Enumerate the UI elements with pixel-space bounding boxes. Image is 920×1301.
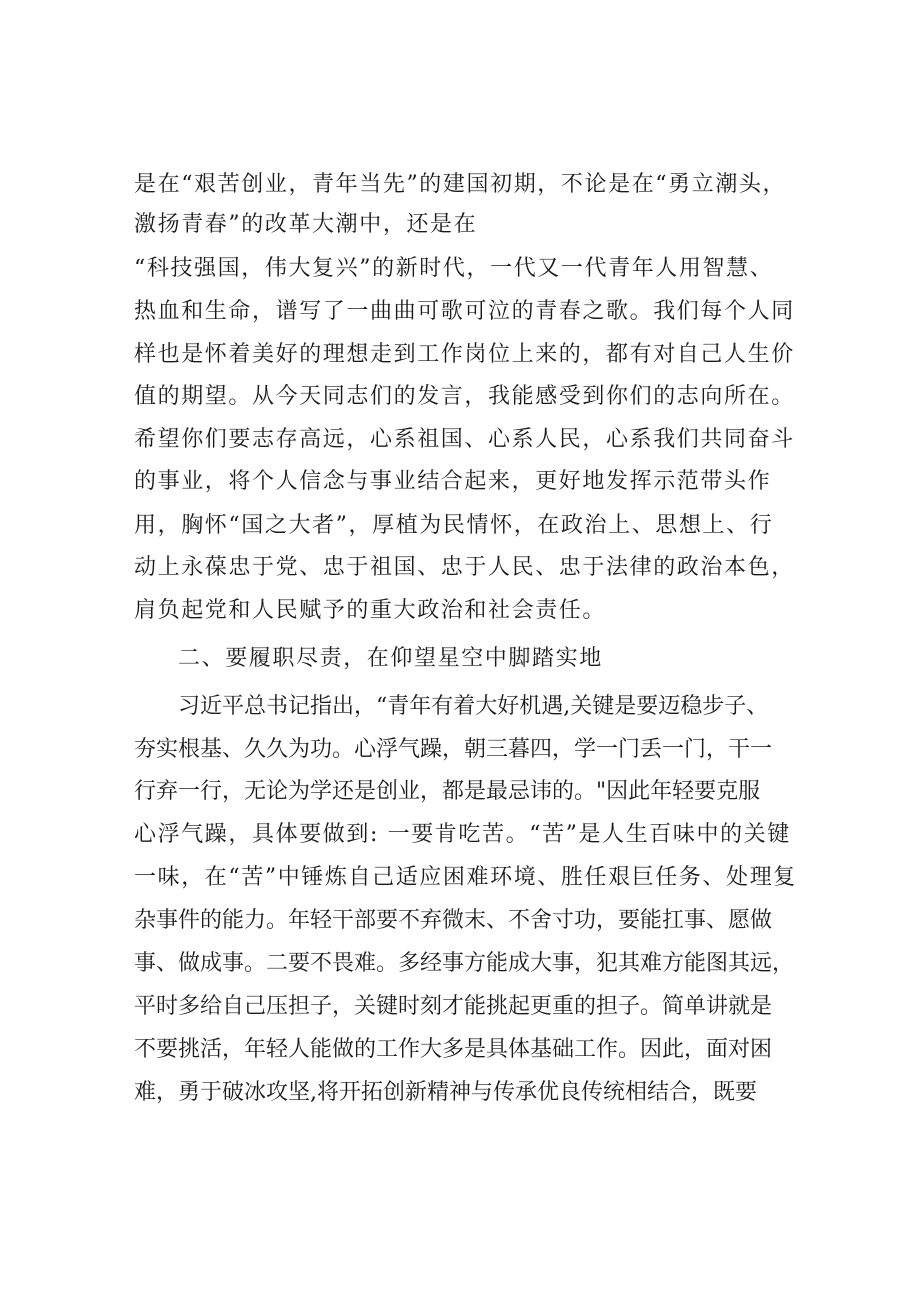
text-line: 杂事件的能力。年轻干部要不弃微末、不舍寸功，要能扛事、愿做 — [134, 908, 773, 933]
text-line: 热血和生命，谱写了一曲曲可歌可泣的青春之歌。我们每个人同 — [134, 299, 795, 324]
text-line: 样也是怀着美好的理想走到工作岗位上来的，都有对自己人生价 — [134, 342, 795, 367]
text-line: 难，勇于破冰攻坚,将开拓创新精神与传承优良传统相结合，既要 — [134, 1080, 757, 1105]
text-line: 的事业，将个人信念与事业结合起来，更好地发挥示范带头作 — [134, 469, 772, 494]
text-line: 事、做成事。二要不畏难。多经事方能成大事，犯其难方能图其远， — [134, 951, 795, 976]
text-line: 激扬青春”的改革大潮中，还是在 — [134, 212, 478, 237]
text-line: 用，胸怀“国之大者”，厚植为民情怀，在政治上、思想上、行 — [134, 513, 774, 538]
text-line: “科技强国，伟大复兴”的新时代，一代又一代青年人用智慧、 — [134, 256, 774, 281]
section-heading: 二、要履职尽责，在仰望星空中脚踏实地 — [178, 646, 603, 671]
text-line: 不要挑活，年轻人能做的工作大多是具体基础工作。因此，面对困 — [134, 1037, 773, 1062]
text-line: 行弃一行，无论为学还是创业，都是最忌讳的。"因此年轻要克服 — [134, 779, 761, 804]
text-line: 是在“艰苦创业，青年当先”的建国初期，不论是在“勇立潮头， — [134, 172, 787, 197]
text-line: 值的期望。从今天同志们的发言，我能感受到你们的志向所在。 — [134, 384, 795, 409]
text-line: 一味，在“苦”中锤炼自己适应困难环境、胜任艰巨任务、处理复 — [134, 865, 797, 890]
text-line: 夯实根基、久久为功。心浮气躁，朝三暮四，学一门丢一门，干一 — [134, 737, 773, 762]
paragraph-first-line: 习近平总书记指出，“青年有着大好机遇,关键是要迈稳步子、 — [178, 694, 769, 719]
text-line: 希望你们要志存高远，心系祖国、心系人民，心系我们共同奋斗 — [134, 427, 795, 452]
text-line: 心浮气躁，具体要做到: 一要肯吃苦。“苦”是人生百味中的关键 — [134, 822, 791, 847]
text-line: 肩负起党和人民赋予的重大政治和社会责任。 — [134, 598, 607, 623]
text-line: 平时多给自己压担子，关键时刻才能挑起更重的担子。简单讲就是 — [134, 994, 773, 1019]
text-line: 动上永葆忠于党、忠于祖国、忠于人民、忠于法律的政治本色， — [134, 555, 795, 580]
